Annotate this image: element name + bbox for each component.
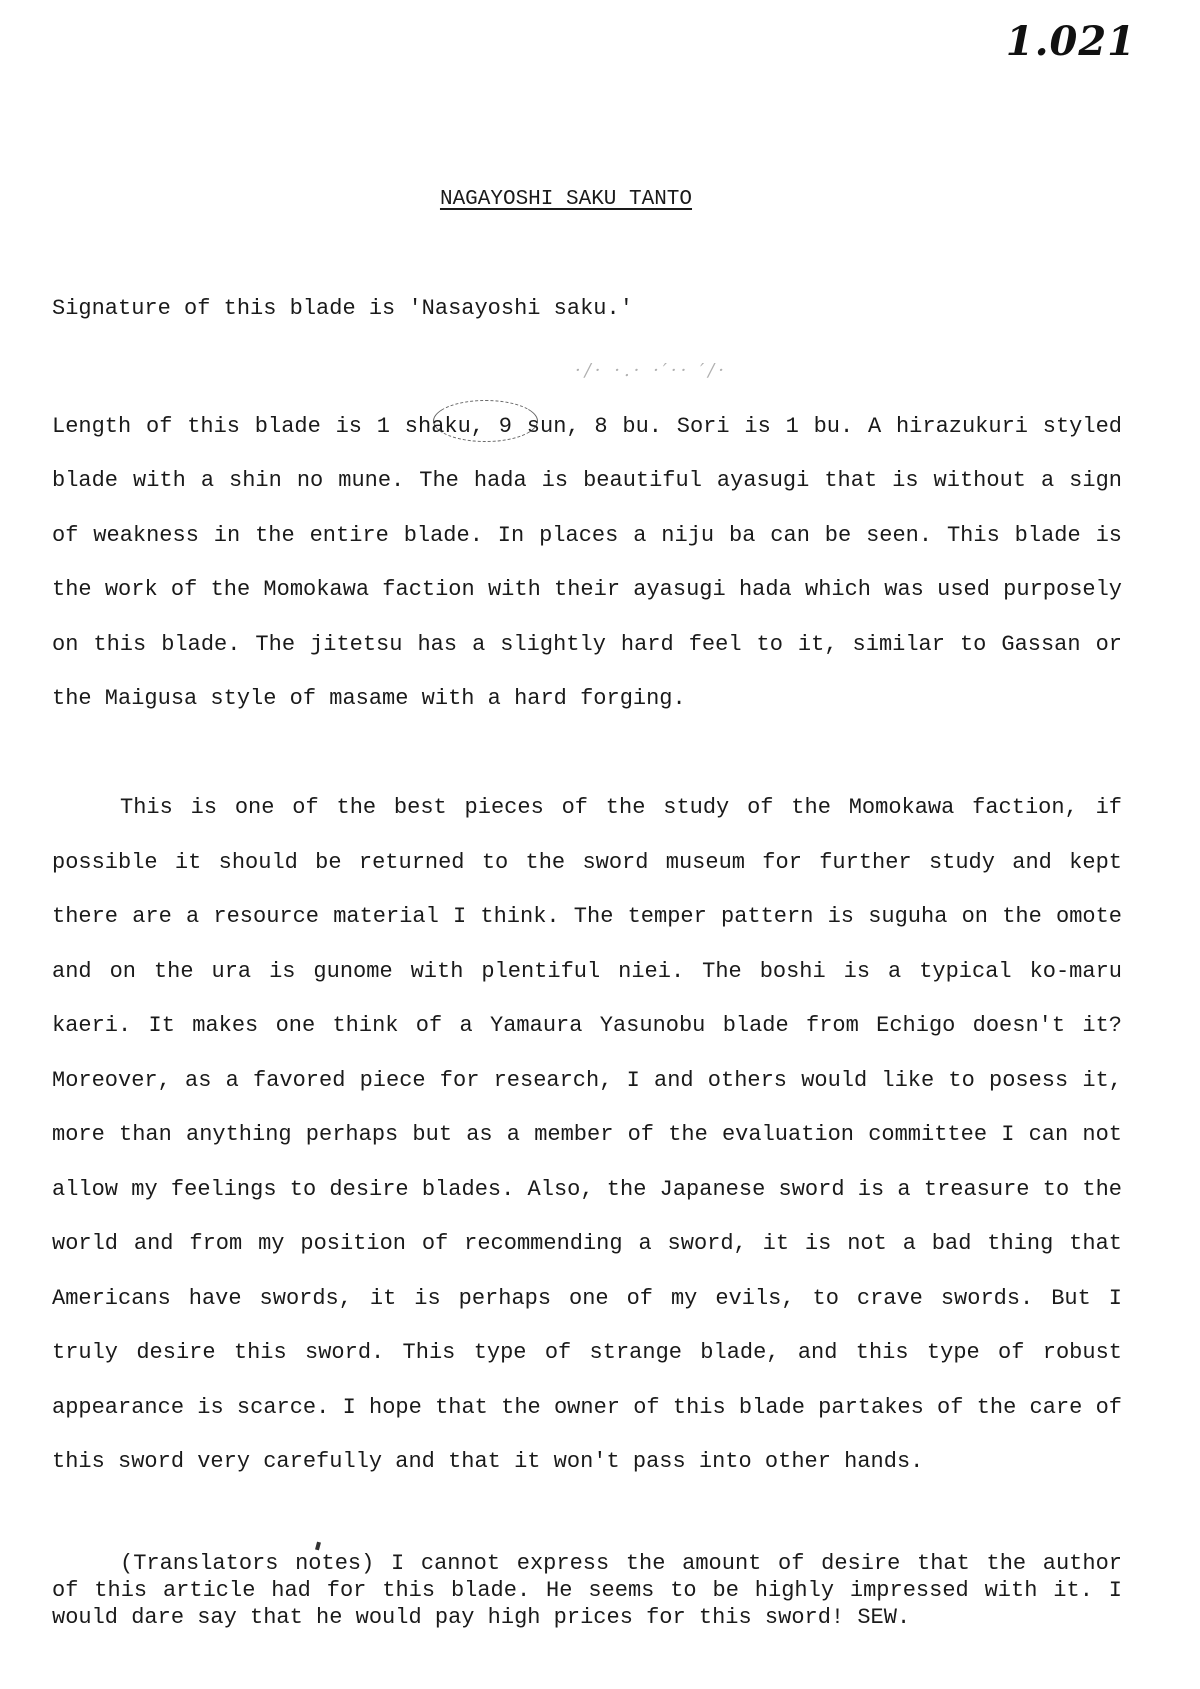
paragraph-evaluation: This is one of the best pieces of the study of the Momokawa faction, if possible it should be returned to the sword museum for further study and kept there are a resource material I think. The temper pattern is suguha on the omote and on the ura is gunome with plentiful niei. The boshi is a typical ko-maru kaeri. It makes one think of a Yamaura Yasunobu blade from Echigo doesn't it? Moreover, as a favored piece for research, I and others would like to posess it, more than anything perhaps but as a member of the evaluation committee I can not allow my feelings to desire blades. Also, the Japanese sword is a treasure to the world and from my position of recommending a sword, it is not a bad thing that Americans have swords, it is perhaps one of my evils, to crave swords. But I truly desire this sword. This type of strange blade, and this type of robust appearance is scarce. I hope that the owner of this blade partakes of the care of this sword very carefully and that it won't pass into other hands.	[52, 795, 1122, 1474]
page-number: 1.021	[1005, 18, 1136, 65]
faint-handwritten-mark: ·/· ·.· ·′·· ′/·	[575, 360, 728, 381]
translator-notes: (Translators notes) I cannot express the amount of desire that the author of this article had for this blade. He seems to be highly impressed with it. I would dare say that he would pay high prices for this sword! SEW.	[52, 1551, 1122, 1630]
paragraph-blade-description: Length of this blade is 1 shaku, 9 sun, 8 bu. Sori is 1 bu. A hirazukuri styled blade with a shin no mune. The hada is beautiful ayasugi that is without a sign of weakness in the entire blade. In places a niju ba can be seen. This blade is the work of the Momokawa faction with their ayasugi hada which was used purposely on this blade. The jitetsu has a slightly hard feel to it, similar to Gassan or the Maigusa style of masame with a hard forging.	[52, 414, 1122, 712]
document-title: NAGAYOSHI SAKU TANTO	[439, 188, 693, 211]
signature-line: Signature of this blade is 'Nasayoshi saku.'	[52, 296, 633, 321]
